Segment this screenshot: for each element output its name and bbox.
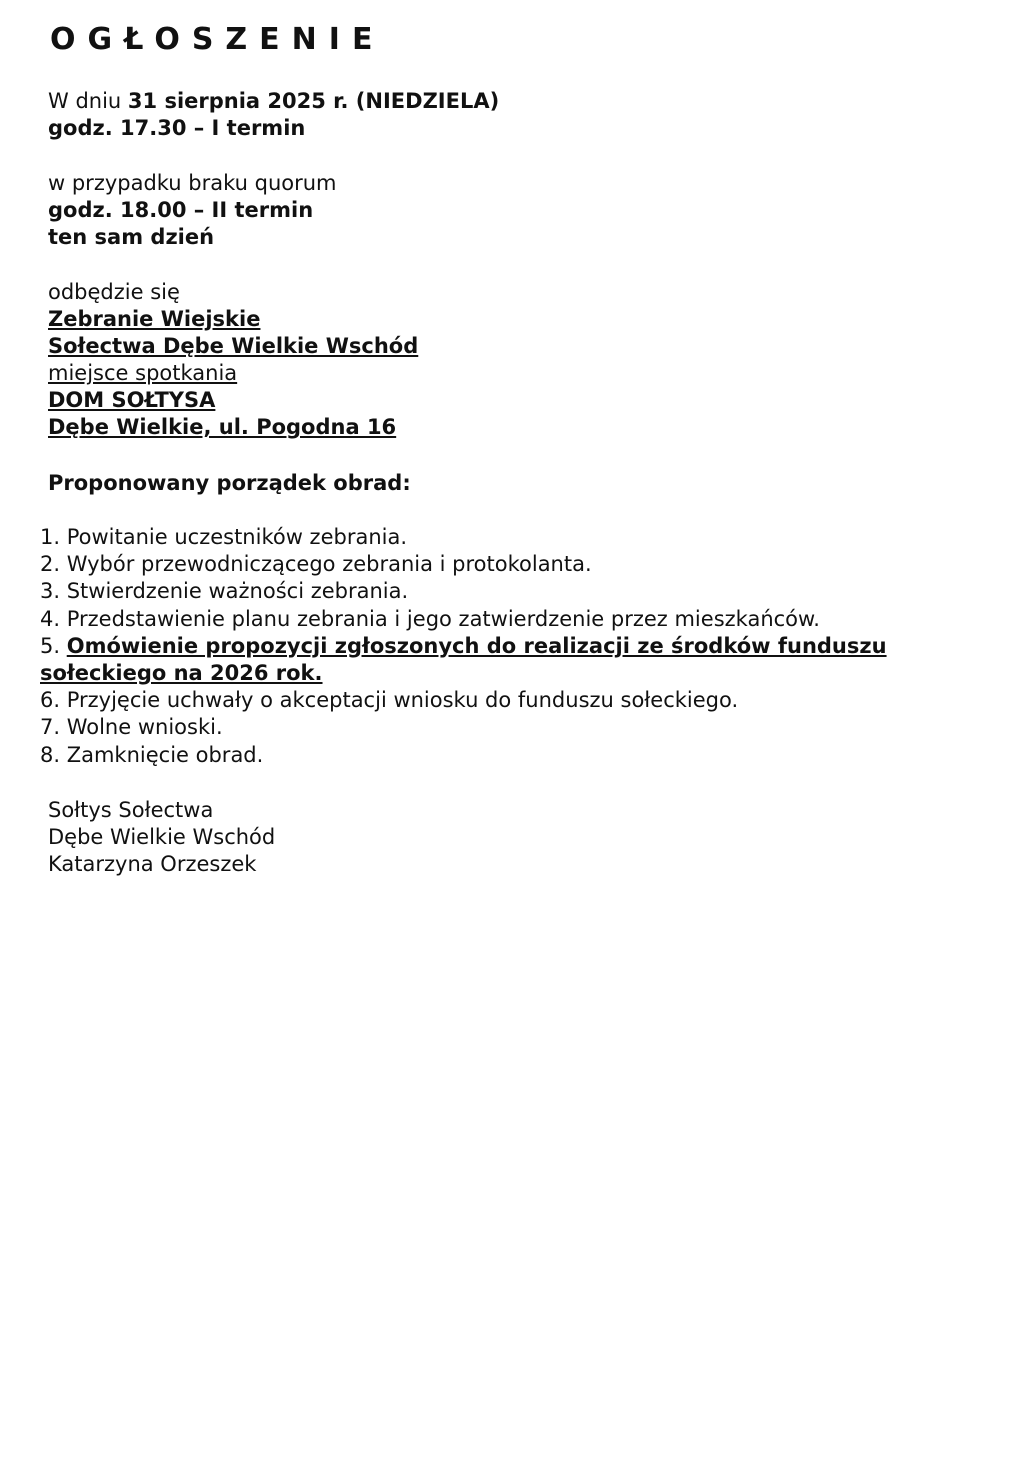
agenda-item-text: Wybór przewodniczącego zebrania i protokolanta. bbox=[66, 552, 592, 577]
agenda-item-text: Przedstawienie planu zebrania i jego zatwierdzenie przez mieszkańców. bbox=[66, 606, 820, 631]
date-line bbox=[48, 88, 499, 115]
agenda-item bbox=[40, 606, 980, 633]
meeting-date: 31 sierpnia 2025 r. (NIEDZIELA) bbox=[127, 89, 500, 113]
agenda-item-text: Przyjęcie uchwały o akceptacji wniosku do funduszu sołeckiego. bbox=[66, 688, 739, 713]
quorum-block bbox=[48, 170, 337, 251]
signature-role: Sołtys Sołectwa bbox=[48, 798, 214, 822]
meeting-name-line2: Sołectwa Dębe Wielkie Wschód bbox=[48, 334, 419, 358]
agenda-item bbox=[40, 524, 980, 551]
signature-block bbox=[48, 797, 275, 878]
meeting-intro: odbędzie się bbox=[48, 280, 180, 304]
agenda-item-text: Zamknięcie obrad. bbox=[66, 742, 264, 767]
same-day: ten sam dzień bbox=[48, 225, 215, 249]
agenda-heading: Proponowany porządek obrad: bbox=[48, 471, 411, 495]
agenda-item-number: 5. bbox=[40, 633, 67, 658]
agenda-item bbox=[40, 742, 980, 769]
signature-name: Katarzyna Orzeszek bbox=[48, 852, 257, 876]
meeting-block bbox=[48, 279, 418, 441]
agenda-item bbox=[40, 578, 980, 605]
agenda-list bbox=[40, 524, 980, 769]
place-label: miejsce spotkania bbox=[48, 361, 238, 385]
agenda-item bbox=[40, 687, 980, 714]
agenda-item-number: 2. bbox=[40, 552, 67, 577]
date-prefix: W dniu bbox=[48, 89, 128, 113]
agenda-item bbox=[40, 551, 980, 578]
date-block bbox=[48, 88, 499, 142]
agenda-item-text: Omówienie propozycji zgłoszonych do realizacji ze środków funduszu sołeckiego na 2026 rok. bbox=[40, 633, 887, 686]
agenda-item bbox=[40, 714, 980, 741]
agenda-item-number: 6. bbox=[40, 688, 67, 713]
first-term: godz. 17.30 – I termin bbox=[48, 116, 306, 140]
agenda-item-number: 8. bbox=[40, 742, 67, 767]
place-name: DOM SOŁTYSA bbox=[48, 388, 216, 412]
second-term: godz. 18.00 – II termin bbox=[48, 198, 314, 222]
quorum-intro: w przypadku braku quorum bbox=[48, 171, 337, 195]
place-address: Dębe Wielkie, ul. Pogodna 16 bbox=[48, 415, 397, 439]
agenda-item-text: Wolne wnioski. bbox=[66, 715, 223, 740]
signature-village: Dębe Wielkie Wschód bbox=[48, 825, 276, 849]
meeting-name-line1: Zebranie Wiejskie bbox=[48, 307, 261, 331]
announcement-title: OGŁOSZENIE bbox=[50, 22, 385, 57]
agenda-item-highlighted bbox=[40, 633, 980, 687]
agenda-item-number: 7. bbox=[40, 715, 67, 740]
agenda-item-number: 4. bbox=[40, 606, 67, 631]
agenda-item-text: Stwierdzenie ważności zebrania. bbox=[66, 579, 409, 604]
agenda-heading-block bbox=[48, 470, 411, 497]
agenda-item-number: 1. bbox=[40, 525, 67, 549]
agenda-item-text: Powitanie uczestników zebrania. bbox=[66, 525, 408, 549]
agenda-item-number: 3. bbox=[40, 579, 67, 604]
